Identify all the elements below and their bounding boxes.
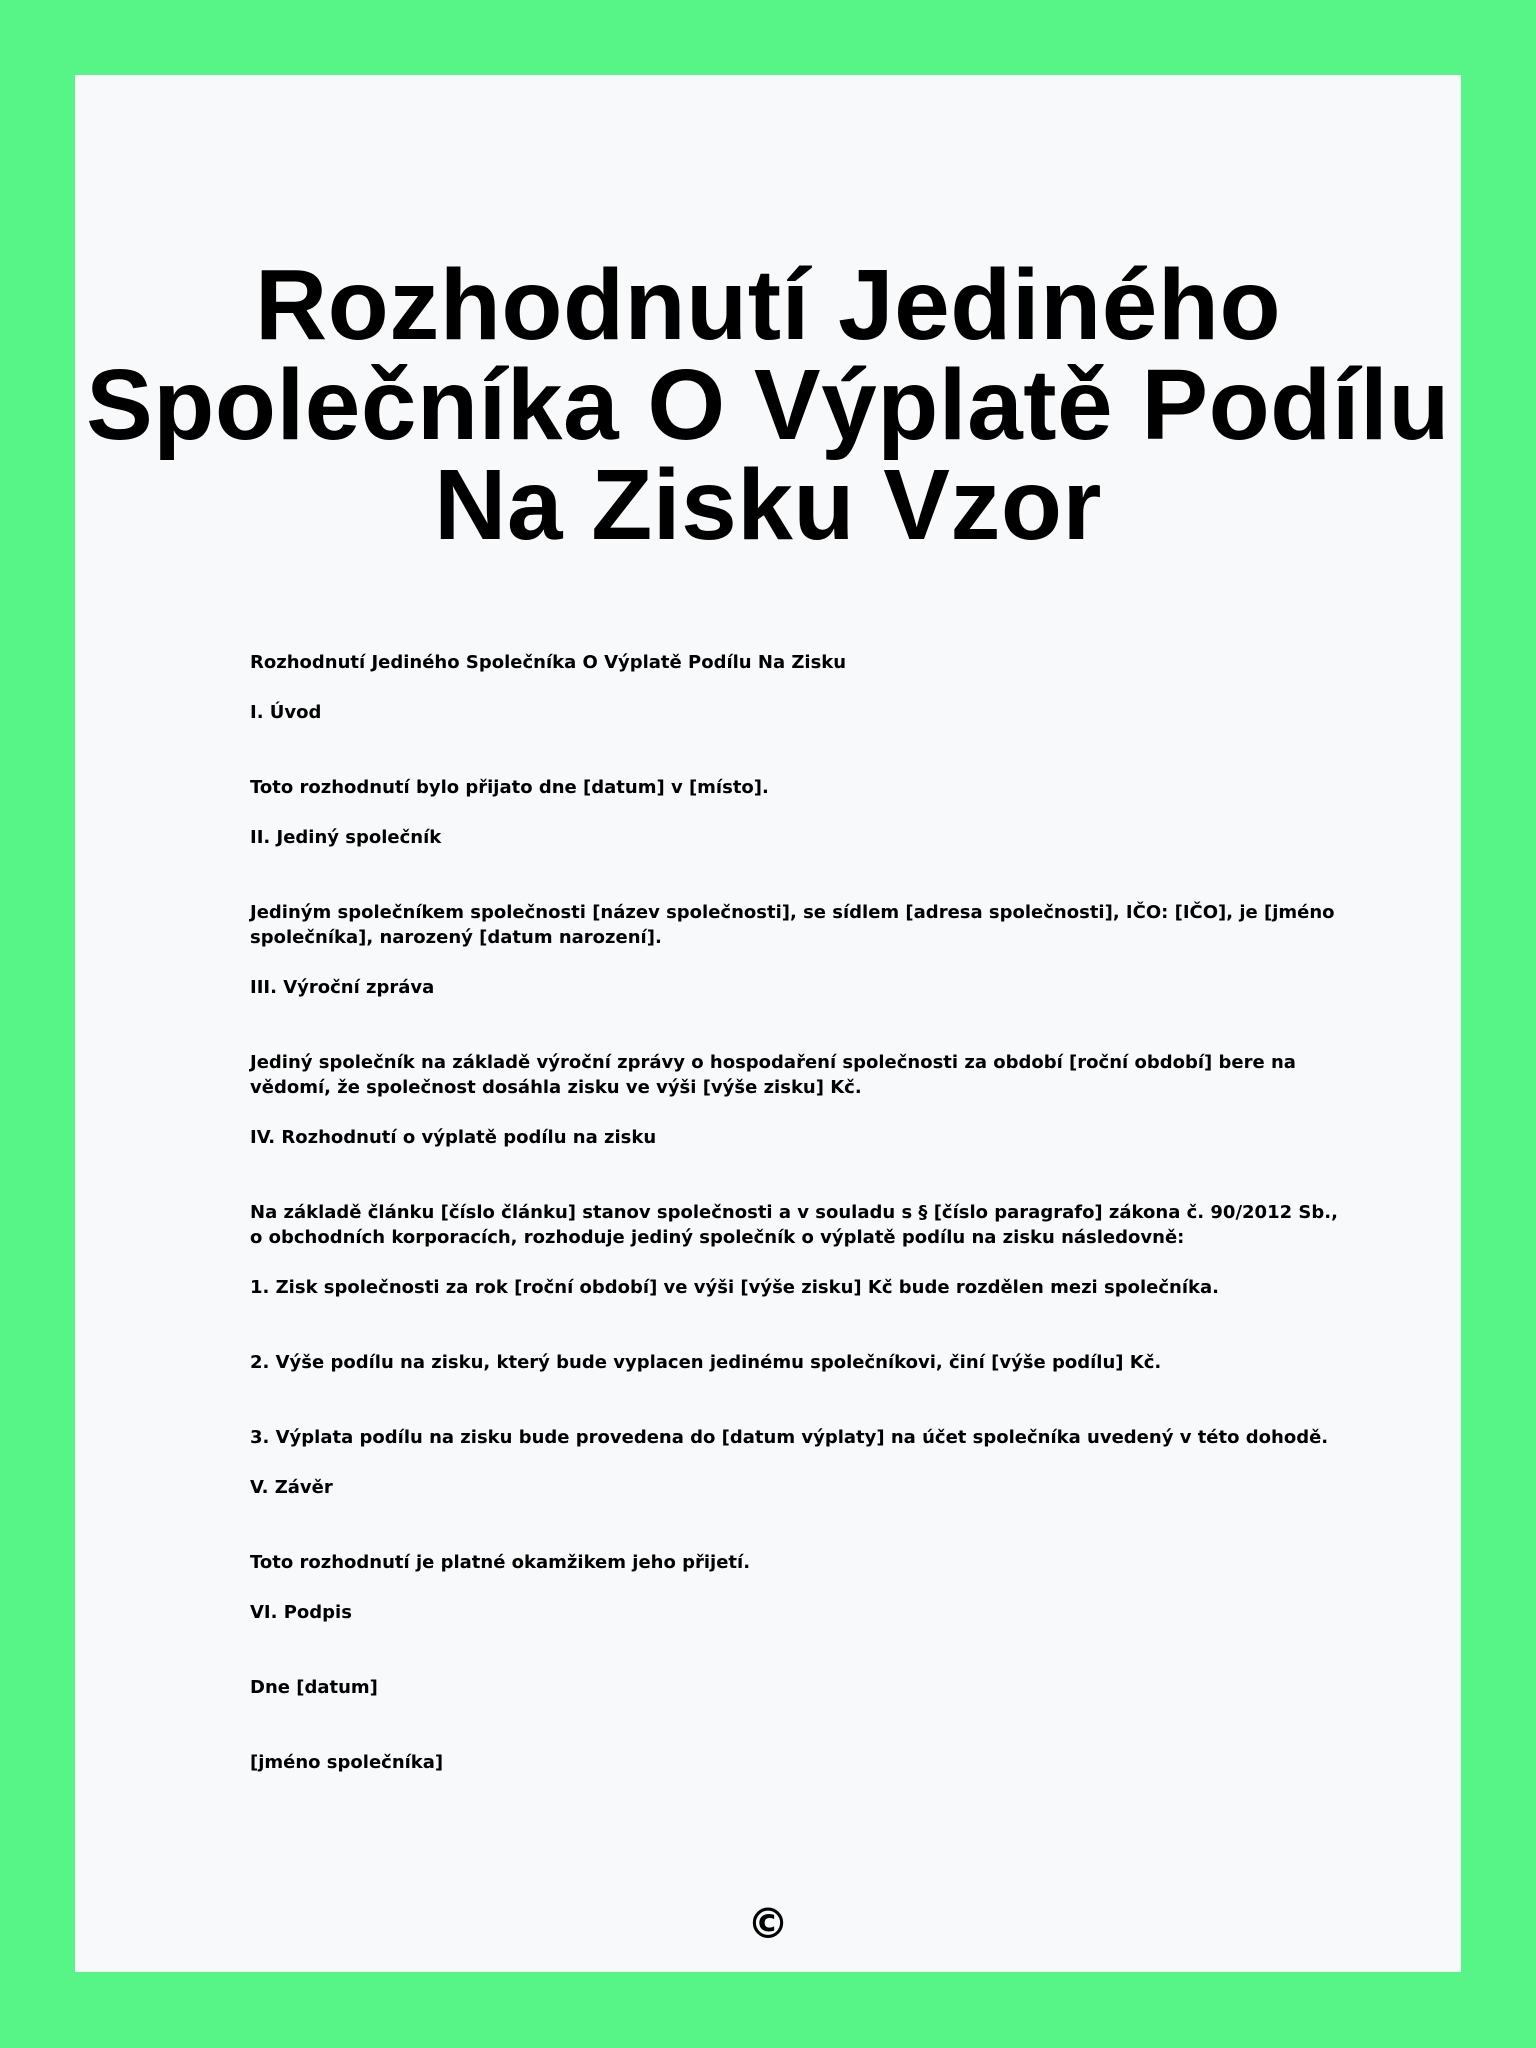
copyright-icon: © (747, 1899, 789, 1948)
document-title: Rozhodnutí Jediného Společníka O Výplatě Podílu Na Zisku (250, 652, 847, 673)
signature-name: [jméno společníka] (250, 1752, 444, 1773)
decision-item: 2. Výše podílu na zisku, který bude vyplacen jedinému společníkovi, činí [výše podílu] Kč. (250, 1352, 1162, 1373)
section-heading-report: III. Výroční zpráva (250, 977, 435, 998)
section-heading-intro: I. Úvod (250, 702, 322, 723)
section-heading-conclusion: V. Závěr (250, 1477, 333, 1498)
section-heading-partner: II. Jediný společník (250, 827, 442, 848)
section-text-decision: Na základě článku [číslo článku] stanov společnosti a v souladu s § [číslo paragrafo] zákona č. 90/2012 Sb., o obchodních korporacích, rozhoduje jediný společník o výplatě podílu na zisku následovně: (250, 1202, 1338, 1248)
section-heading-signature: VI. Podpis (250, 1602, 352, 1623)
document-body (250, 650, 1350, 1800)
section-text-intro: Toto rozhodnutí bylo přijato dne [datum] v [místo]. (250, 777, 769, 798)
decision-item: 1. Zisk společnosti za rok [roční období] ve výši [výše zisku] Kč bude rozdělen mezi společníka. (250, 1277, 1219, 1298)
section-heading-decision: IV. Rozhodnutí o výplatě podílu na zisku (250, 1127, 657, 1148)
document-page (75, 75, 1461, 1972)
section-text-report: Jediný společník na základě výroční zprávy o hospodaření společnosti za období [roční období] bere na vědomí, že společnost dosáhla zisku ve výši [výše zisku] Kč. (250, 1052, 1296, 1098)
decision-item: 3. Výplata podílu na zisku bude provedena do [datum výplaty] na účet společníka uvedený v této dohodě. (250, 1427, 1329, 1448)
section-text-partner: Jediným společníkem společnosti [název společnosti], se sídlem [adresa společnosti], IČO: [IČO], je [jméno společníka], narozený [datum narození]. (250, 902, 1335, 948)
signature-date: Dne [datum] (250, 1677, 378, 1698)
section-text-conclusion: Toto rozhodnutí je platné okamžikem jeho přijetí. (250, 1552, 751, 1573)
page-title: Rozhodnutí Jediného Společníka O Výplatě Podílu Na Zisku Vzor (86, 249, 1450, 561)
